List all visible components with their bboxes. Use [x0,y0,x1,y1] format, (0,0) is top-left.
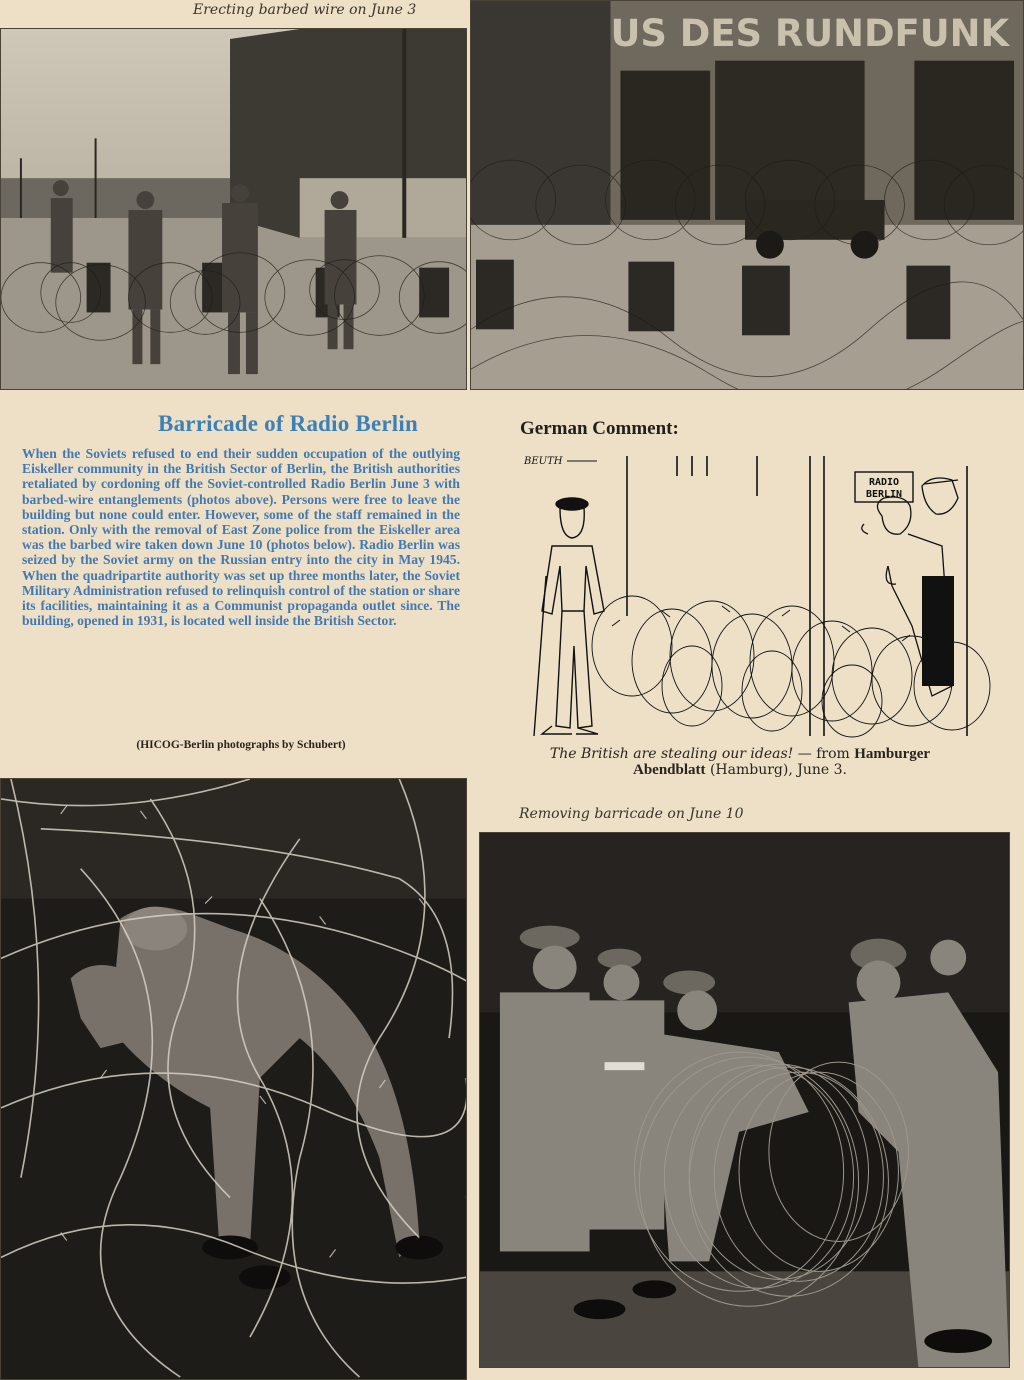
cartoon-sign-line-2: BERLIN [865,489,903,500]
building-sign-text: US DES RUNDFUNK [610,10,1011,55]
cartoon-caption [520,746,960,778]
article-title: Barricade of Radio Berlin [158,411,418,436]
cartoon-caption-source: Hamburger Abendblatt [632,746,931,778]
photo-credit: (HICOG-Berlin photographs by Schubert) [136,739,346,751]
photo-caption-removing: Removing barricade on June 10 [519,806,744,822]
article-body: When the Soviets refused to end their sudden occupation of the outlying Eiskeller community in the British Sector of Berlin, the British authorities retaliated by cordoning off the Soviet-controlled Radio Berlin June 3 with barbed-wire entanglements (photos above). Persons were free to leave the building but none could enter. However, some of the staff remained in the station. Only with the removal of East Zone police from the Eiskeller area was the barbed wire taken down June 10 (photos below). Radio Berlin was seized by the Soviet army on the Russian entry into the city in May 1945. When the quadripartite authority was set up three months later, the Soviet Military Administration refused to relinquish control of the station or share its facilities, maintaining it as a Communist propaganda outlet since. The building, opened in 1931, is located well inside the British Sector. [22,446,460,629]
comment-heading: German Comment: [520,418,679,439]
photo-caption-erecting: Erecting barbed wire on June 3 [193,2,417,18]
photo-haus-des-rundfunks [470,0,1024,390]
photo-removing-barricade [479,832,1010,1368]
cartoon-british-stealing-ideas [512,446,1000,740]
cartoon-caption-tail: (Hamburg), June 3. [705,762,847,778]
photo-cutting-wire [0,778,467,1380]
cartoon-sign-line-1: RADIO [868,477,900,488]
cartoon-caption-dash: — from [793,746,855,762]
photo-erecting-barbed-wire [0,28,467,390]
cartoon-signature: BEUTH [524,456,563,467]
cartoon-caption-quote: The British are stealing our ideas! [549,746,794,762]
